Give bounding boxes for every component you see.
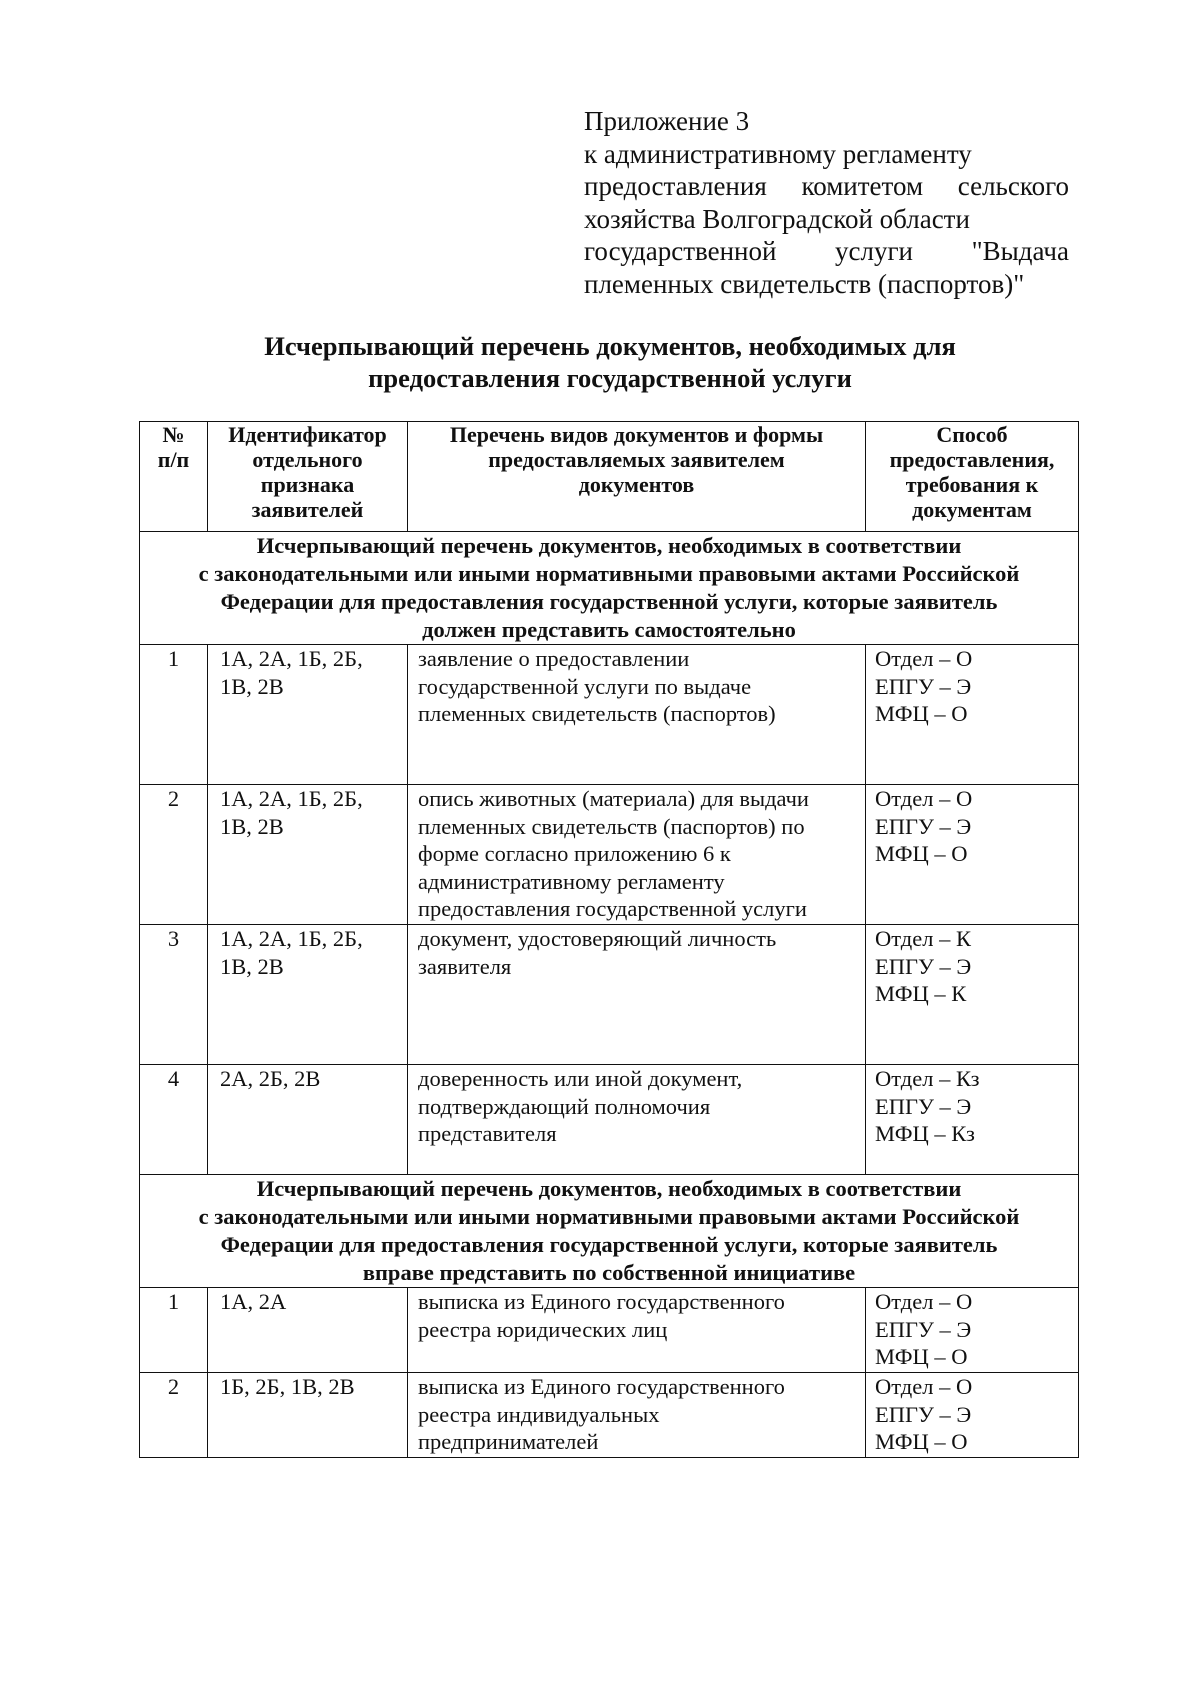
row-method: Отдел – К ЕПГУ – Э МФЦ – К [866, 925, 1079, 1065]
appendix-line: государственной услуги "Выдача [584, 236, 1069, 266]
documents-table [139, 421, 1079, 1458]
row-number: 2 [140, 785, 208, 925]
row-identifiers: 1А, 2А [208, 1288, 408, 1373]
appendix-line: хозяйства Волгоградской области [584, 203, 970, 234]
header-identifier: Идентификатор отдельного признака заявителей [208, 422, 408, 532]
header-documents: Перечень видов документов и формы предоставляемых заявителем документов [408, 422, 866, 532]
table-row [140, 785, 1079, 925]
row-document: выписка из Единого государственного реестра индивидуальных предпринимателей [408, 1373, 866, 1458]
row-document: документ, удостоверяющий личность заявителя [408, 925, 866, 1065]
row-number: 4 [140, 1065, 208, 1175]
row-number: 3 [140, 925, 208, 1065]
table-row [140, 925, 1079, 1065]
row-number: 1 [140, 1288, 208, 1373]
row-document: доверенность или иной документ, подтверждающий полномочия представителя [408, 1065, 866, 1175]
appendix-line: племенных свидетельств (паспортов)" [584, 268, 1025, 299]
row-method: Отдел – О ЕПГУ – Э МФЦ – О [866, 785, 1079, 925]
row-method: Отдел – Кз ЕПГУ – Э МФЦ – Кз [866, 1065, 1079, 1175]
title-line-2: предоставления государственной услуги [368, 363, 852, 393]
row-identifiers: 1Б, 2Б, 1В, 2В [208, 1373, 408, 1458]
table-row [140, 1373, 1079, 1458]
row-method: Отдел – О ЕПГУ – Э МФЦ – О [866, 1288, 1079, 1373]
header-num: № п/п [140, 422, 208, 532]
title-line-1: Исчерпывающий перечень документов, необходимых для [264, 331, 956, 361]
table-row [140, 1065, 1079, 1175]
appendix-line: предоставления комитетом сельского [584, 171, 1069, 201]
row-number: 1 [140, 645, 208, 785]
table-row [140, 645, 1079, 785]
row-number: 2 [140, 1373, 208, 1458]
section-heading-mandatory: Исчерпывающий перечень документов, необходимых в соответствии с законодательными или иными нормативными правовыми актами Российской Федерации для предоставления государственной услуги, которые заявитель должен представить самостоятельно [140, 532, 1079, 645]
row-document: выписка из Единого государственного реестра юридических лиц [408, 1288, 866, 1373]
row-identifiers: 1А, 2А, 1Б, 2Б, 1В, 2В [208, 925, 408, 1065]
section-heading-row [140, 1175, 1079, 1288]
row-document: опись животных (материала) для выдачи племенных свидетельств (паспортов) по форме согласно приложению 6 к административному регламенту предоставления государственной услуги [408, 785, 866, 925]
row-identifiers: 1А, 2А, 1Б, 2Б, 1В, 2В [208, 645, 408, 785]
page-title [170, 330, 1050, 394]
section-heading-row [140, 532, 1079, 645]
appendix-line: Приложение 3 [584, 106, 750, 136]
row-method: Отдел – О ЕПГУ – Э МФЦ – О [866, 1373, 1079, 1458]
row-identifiers: 2А, 2Б, 2В [208, 1065, 408, 1175]
header-method: Способ предоставления, требования к документам [866, 422, 1079, 532]
table-row [140, 1288, 1079, 1373]
header-row [140, 422, 1079, 532]
row-document: заявление о предоставлении государственной услуги по выдаче племенных свидетельств (паспортов) [408, 645, 866, 785]
row-method: Отдел – О ЕПГУ – Э МФЦ – О [866, 645, 1079, 785]
appendix-block [584, 105, 1069, 300]
appendix-line: к административному регламенту [584, 138, 972, 169]
section-heading-optional: Исчерпывающий перечень документов, необходимых в соответствии с законодательными или иными нормативными правовыми актами Российской Федерации для предоставления государственной услуги, которые заявитель вправе представить по собственной инициативе [140, 1175, 1079, 1288]
row-identifiers: 1А, 2А, 1Б, 2Б, 1В, 2В [208, 785, 408, 925]
